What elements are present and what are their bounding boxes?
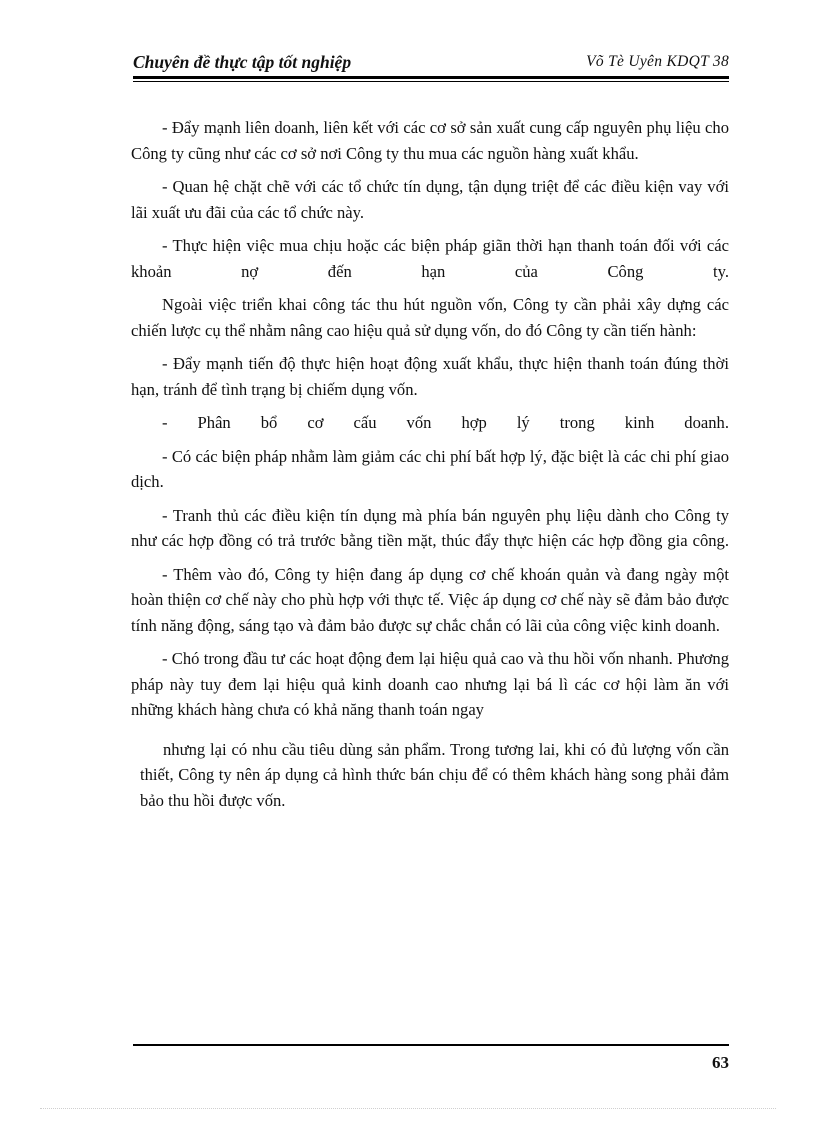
paragraph-deferred-payment: - Thực hiện việc mua chịu hoặc các biện pháp giãn thời hạn thanh toán đối với các khoản nợ đến hạn của Công ty.	[131, 236, 729, 281]
paragraph-investment: - Chó trong đầu tư các hoạt động đem lại hiệu quả cao và thu hồi vốn nhanh. Phương pháp này tuy đem lại hiệu quả kinh doanh cao nhưng lại bá lì các cơ hội làm ăn với những khách hàng chưa có khả năng thanh toán ngay	[131, 649, 729, 719]
page-header	[133, 50, 729, 78]
paragraph-capital-structure: - Phân bổ cơ cấu vốn hợp lý trong kinh doanh.	[162, 413, 729, 432]
paragraph-supplier-joint-venture: - Đẩy mạnh liên doanh, liên kết với các cơ sở sản xuất cung cấp nguyên phụ liệu cho Công ty cũng như các cơ sở nơi Công ty thu mua các nguồn hàng xuất khẩu.	[131, 118, 729, 163]
paragraph-credit-institutions: - Quan hệ chặt chẽ với các tổ chức tín dụng, tận dụng triệt để các điều kiện vay với lãi xuất ưu đãi của các tổ chức này.	[131, 177, 729, 222]
author-line: Võ Tè Uyên KDQT 38	[586, 53, 729, 70]
paragraph-capital-strategy: Ngoài việc triển khai công tác thu hút nguồn vốn, Công ty cần phải xây dựng các chiến lược cụ thể nhằm nâng cao hiệu quả sử dụng vốn, do đó Công ty cần tiến hành:	[131, 295, 729, 340]
paragraph-credit-terms: - Tranh thủ các điều kiện tín dụng mà phía bán nguyên phụ liệu dành cho Công ty như các hợp đồng có trả trước bằng tiền mặt, thúc đẩy thực hiện các hợp đồng gia công.	[131, 505, 729, 550]
paragraph-credit-sales: nhưng lại có nhu cầu tiêu dùng sản phẩm. Trong tương lai, khi có đủ lượng vốn cần thiết, Công ty nên áp dụng cả hình thức bán chịu để có thêm khách hàng song phải đảm bảo thu hồi được vốn.	[140, 739, 729, 810]
page-number: 63	[712, 1053, 729, 1072]
page-body	[131, 115, 729, 821]
footer-rule	[133, 1044, 729, 1046]
paragraph-cost-reduction: - Có các biện pháp nhằm làm giảm các chi phí bất hợp lý, đặc biệt là các chi phí giao dịch.	[131, 446, 729, 491]
paragraph-export-progress: - Đẩy mạnh tiến độ thực hiện hoạt động xuất khẩu, thực hiện thanh toán đúng thời hạn, tránh để tình trạng bị chiếm dụng vốn.	[131, 354, 729, 399]
document-title: Chuyên đề thực tập tốt nghiệp	[133, 52, 352, 72]
paragraph-contract-mechanism: - Thêm vào đó, Công ty hiện đang áp dụng cơ chế khoán quản và đang ngày một hoàn thiện cơ chế này cho phù hợp với thực tế. Việc áp dụng cơ chế này sẽ đảm bảo được tính năng động, sáng tạo và đảm bảo được sự chắc chắn có lãi của công việc kinh doanh.	[131, 564, 729, 635]
page-bottom-border	[40, 1108, 776, 1109]
header-rule	[133, 76, 729, 79]
header-rule-secondary	[133, 81, 729, 82]
